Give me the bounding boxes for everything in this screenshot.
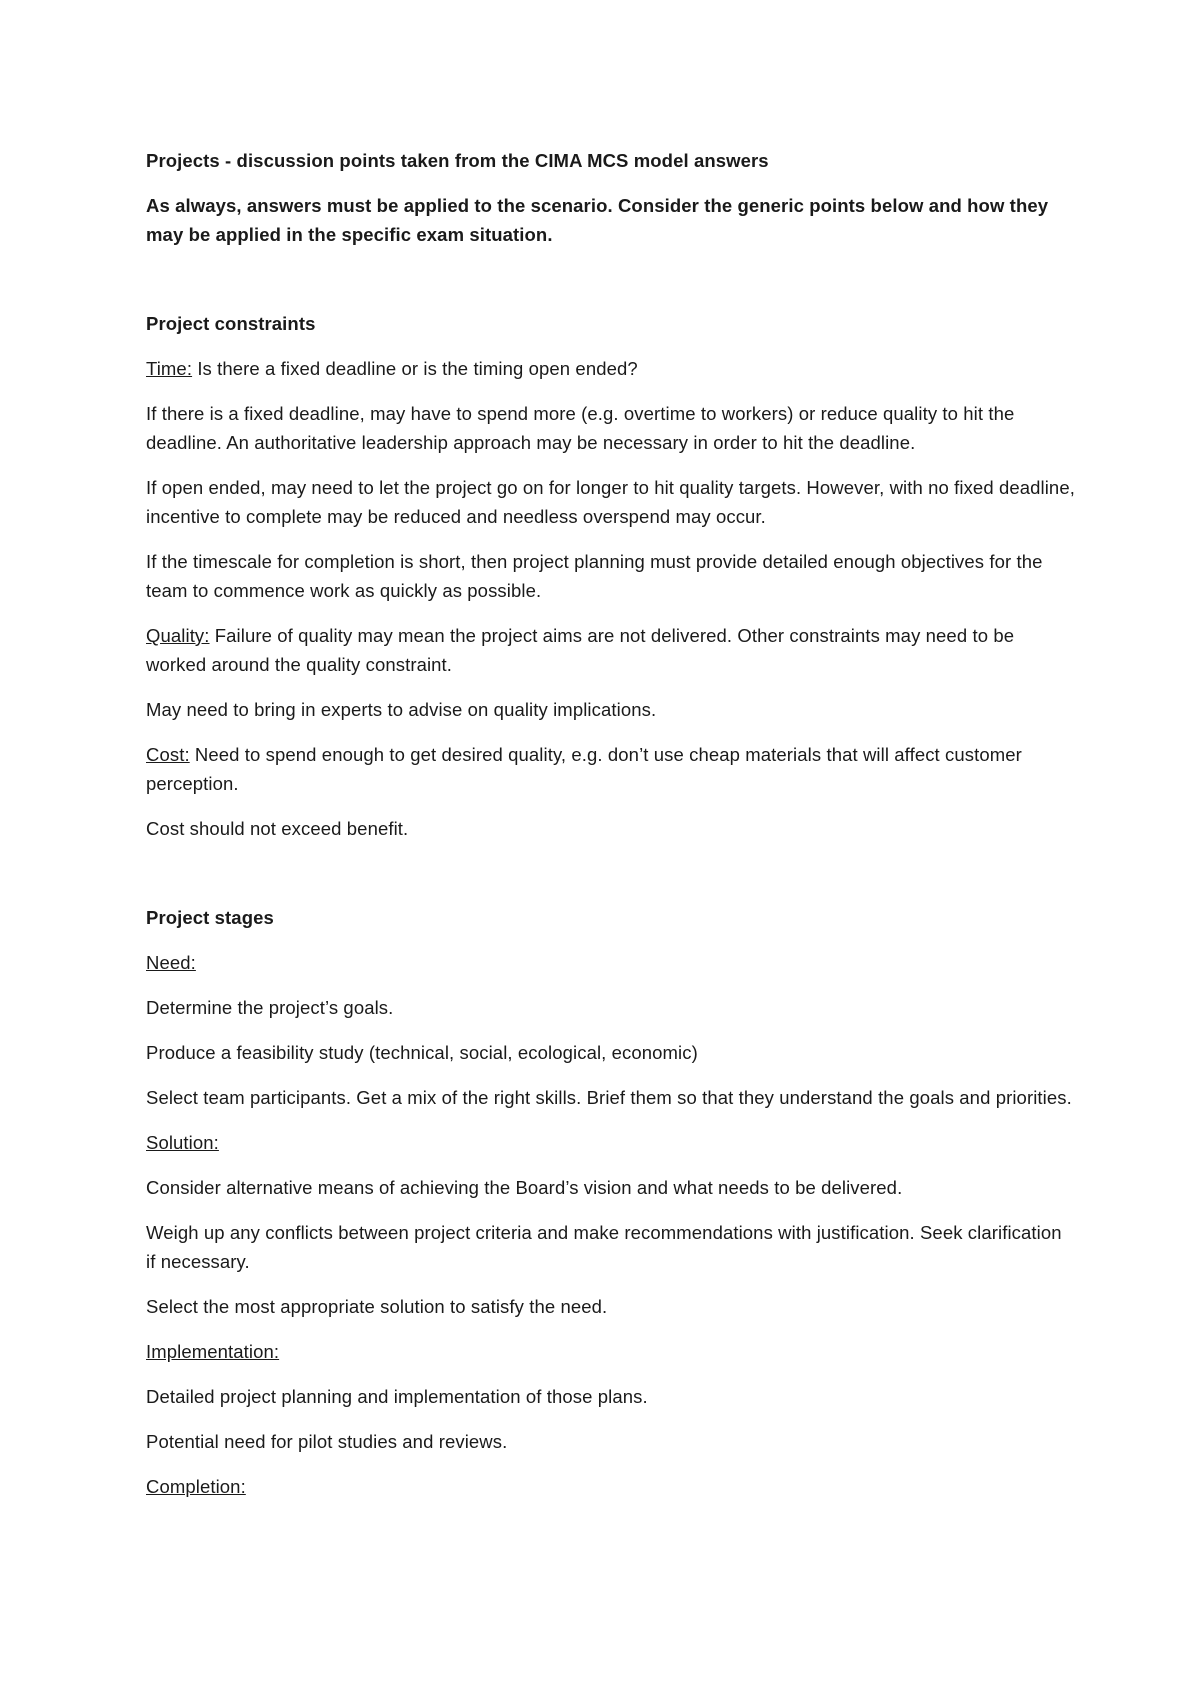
implementation-paragraph-2: Potential need for pilot studies and reviews. — [146, 1431, 508, 1452]
implementation-label: Implementation: — [146, 1341, 280, 1362]
cost-paragraph — [146, 740, 1076, 798]
time-paragraph-2: If open ended, may need to let the project go on for longer to hit quality targets. However, with no fixed deadline, incentive to complete may be reduced and needless overspend may occur. — [146, 477, 1075, 527]
solution-paragraph-1: Consider alternative means of achieving the Board’s vision and what needs to be delivered. — [146, 1177, 903, 1198]
need-paragraph-1: Determine the project’s goals. — [146, 997, 394, 1018]
document-title: Projects - discussion points taken from the CIMA MCS model answers — [146, 150, 769, 171]
constraints-heading: Project constraints — [146, 313, 316, 334]
solution-paragraph-3: Select the most appropriate solution to satisfy the need. — [146, 1296, 608, 1317]
time-paragraph-3: If the timescale for completion is short, then project planning must provide detailed enough objectives for the team to commence work as quickly as possible. — [146, 551, 1043, 601]
time-text: Is there a fixed deadline or is the timing open ended? — [192, 358, 638, 379]
time-paragraph — [146, 354, 1076, 383]
solution-label: Solution: — [146, 1132, 219, 1153]
quality-label: Quality: — [146, 625, 210, 646]
quality-paragraph-1: May need to bring in experts to advise on quality implications. — [146, 699, 657, 720]
time-label: Time: — [146, 358, 193, 379]
document-page — [146, 146, 1076, 1517]
need-paragraph-3: Select team participants. Get a mix of the right skills. Brief them so that they understand the goals and priorities. — [146, 1087, 1072, 1108]
solution-paragraph-2: Weigh up any conflicts between project criteria and make recommendations with justification. Seek clarification if necessary. — [146, 1222, 1062, 1272]
quality-text: Failure of quality may mean the project aims are not delivered. Other constraints may need to be worked around the quality constraint. — [146, 625, 1015, 675]
section-spacer — [146, 859, 1076, 903]
cost-label: Cost: — [146, 744, 190, 765]
quality-paragraph — [146, 621, 1076, 679]
cost-text: Need to spend enough to get desired quality, e.g. don’t use cheap materials that will affect customer perception. — [146, 744, 1022, 794]
completion-label: Completion: — [146, 1476, 246, 1497]
intro-paragraph: As always, answers must be applied to the scenario. Consider the generic points below and how they may be applied in the specific exam situation. — [146, 195, 1049, 245]
section-spacer — [146, 265, 1076, 309]
stages-heading: Project stages — [146, 907, 274, 928]
cost-paragraph-1: Cost should not exceed benefit. — [146, 818, 409, 839]
need-paragraph-2: Produce a feasibility study (technical, social, ecological, economic) — [146, 1042, 698, 1063]
time-paragraph-1: If there is a fixed deadline, may have to spend more (e.g. overtime to workers) or reduce quality to hit the deadline. An authoritative leadership approach may be necessary in order to hit the deadline. — [146, 403, 1015, 453]
implementation-paragraph-1: Detailed project planning and implementation of those plans. — [146, 1386, 648, 1407]
need-label: Need: — [146, 952, 196, 973]
